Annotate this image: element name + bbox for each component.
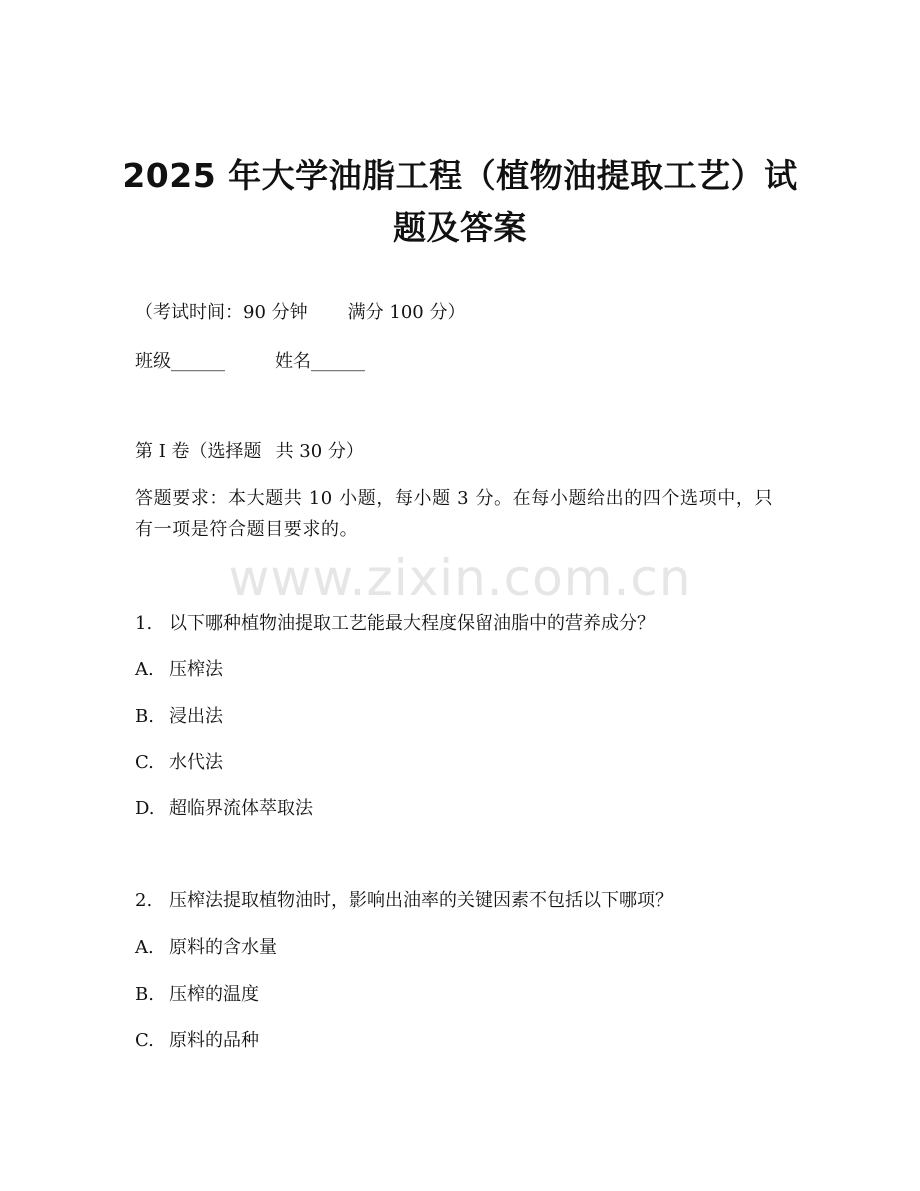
question-text: 压榨法提取植物油时，影响出油率的关键因素不包括以下哪项？ — [169, 890, 673, 911]
student-info-line — [135, 350, 365, 374]
option-text: 水代法 — [169, 752, 223, 773]
document-title: 2025 年大学油脂工程（植物油提取工艺）试题及答案 — [122, 156, 798, 247]
question-2 — [135, 889, 673, 913]
section-title: 第 I 卷（选择题 — [135, 441, 262, 462]
option-letter: B. — [135, 984, 154, 1005]
class-field: 班级______ — [135, 351, 225, 372]
question-number: 2. — [135, 890, 153, 911]
section-heading — [135, 440, 364, 464]
question-number: 1. — [135, 613, 153, 634]
exam-info-line — [135, 301, 465, 325]
question-1-option-a — [135, 658, 223, 682]
instructions: 答题要求：本大题共 10 小题，每小题 3 分。在每小题给出的四个选项中，只有一项是符合题目要求的。 — [135, 488, 774, 540]
option-text: 压榨法 — [169, 659, 223, 680]
question-2-option-b — [135, 983, 259, 1007]
option-text: 压榨的温度 — [169, 984, 259, 1005]
question-1-option-c — [135, 751, 223, 775]
option-text: 原料的含水量 — [169, 937, 277, 958]
watermark: www.zixin.com.cn — [228, 549, 692, 607]
option-text: 超临界流体萃取法 — [169, 798, 313, 819]
full-score: 满分 100 分） — [347, 302, 466, 323]
question-text: 以下哪种植物油提取工艺能最大程度保留油脂中的营养成分？ — [169, 613, 655, 634]
option-text: 浸出法 — [169, 706, 223, 727]
option-letter: A. — [135, 937, 154, 958]
option-text: 原料的品种 — [169, 1030, 259, 1051]
section-points: 共 30 分） — [275, 441, 364, 462]
question-1-option-b — [135, 705, 223, 729]
question-1-option-d — [135, 797, 313, 821]
name-field: 姓名______ — [275, 351, 365, 372]
exam-time: （考试时间：90 分钟 — [135, 302, 308, 323]
option-letter: B. — [135, 706, 154, 727]
option-letter: D. — [135, 798, 155, 819]
option-letter: C. — [135, 1030, 154, 1051]
option-letter: C. — [135, 752, 154, 773]
question-2-option-a — [135, 936, 277, 960]
question-2-option-c — [135, 1029, 259, 1053]
option-letter: A. — [135, 659, 154, 680]
question-1 — [135, 612, 655, 636]
